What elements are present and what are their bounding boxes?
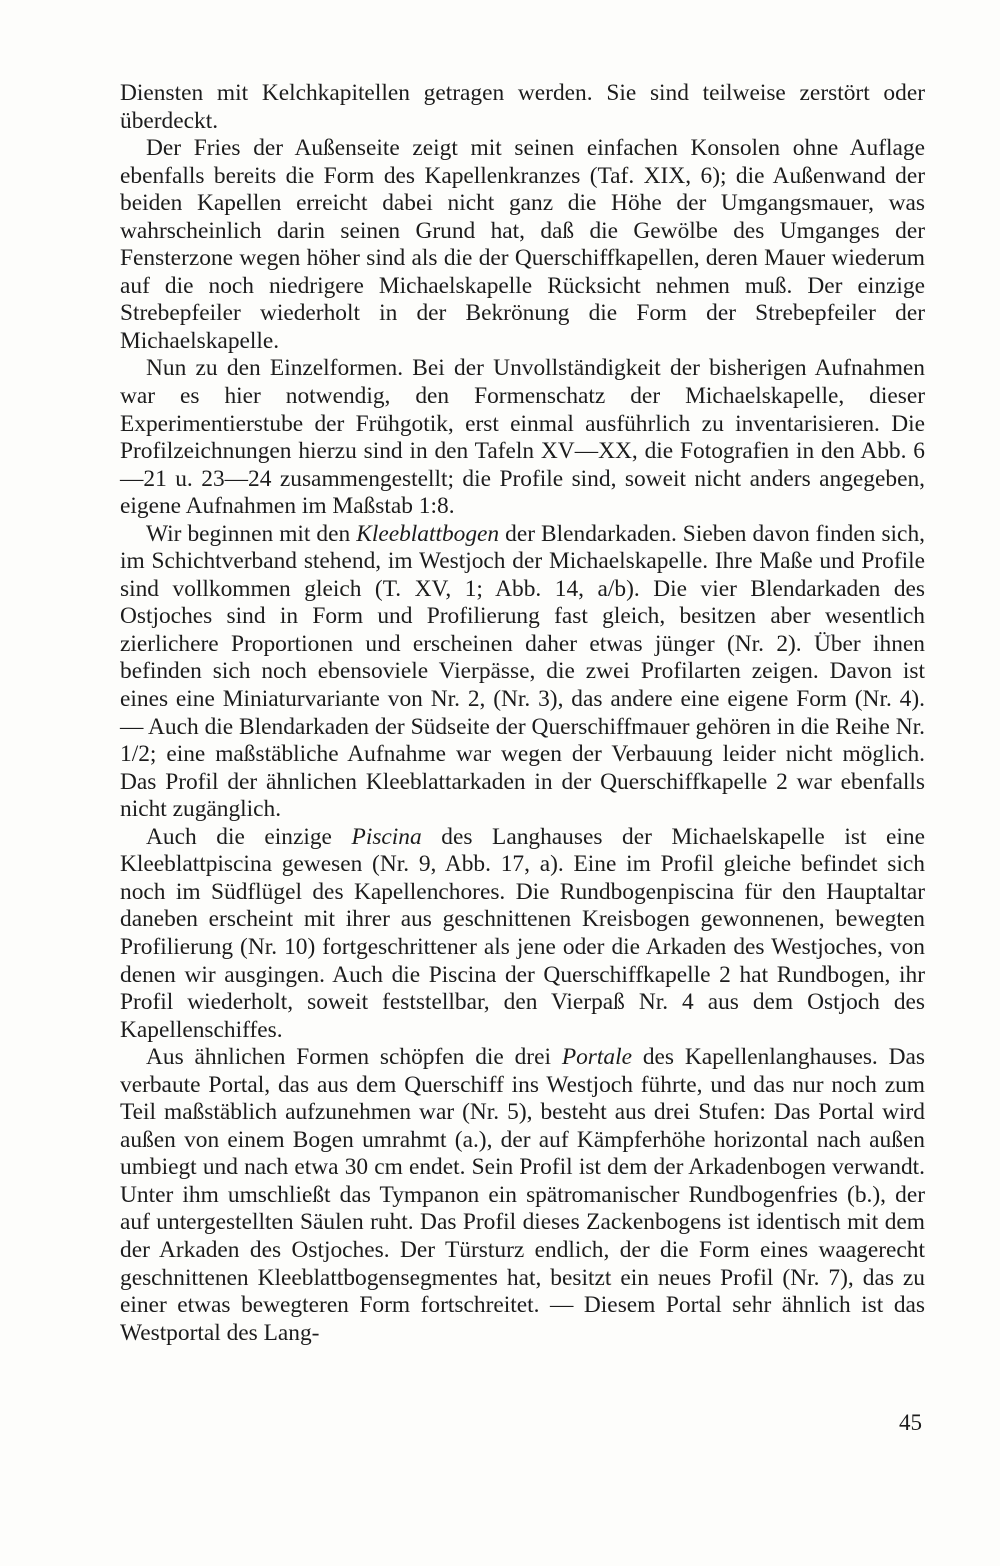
paragraph-6-text-a: Aus ähnlichen Formen schöpfen die drei bbox=[146, 1044, 562, 1071]
paragraph-6 bbox=[120, 1044, 925, 1347]
paragraph-5-text-b: des Langhauses der Michaelskapelle ist eine Kleeblattpiscina gewesen (Nr. 9, Abb. 17, a). Eine im Profil gleiche befindet sich noch im Südflügel des Kapellenchores. Die Rundbogenpiscina für den Hauptaltar daneben erscheint mit ihrer aus geschnittenen Kreisbogen gewonnenen, bewegten Profilierung (Nr. 10) fortgeschrittener als jene oder die Arkaden des Westjoches, von denen wir ausgingen. Auch die Piscina der Querschiffkapelle 2 hat Rundbogen, ihr Profil wiederholt, soweit feststellbar, den Vierpaß Nr. 4 aus dem Ostjoch des Kapellenschiffes. bbox=[120, 823, 925, 1043]
paragraph-4-term-kleeblattbogen: Kleeblattbogen bbox=[356, 520, 500, 547]
page-number: 45 bbox=[899, 1410, 922, 1435]
paragraph-3-text: Nun zu den Einzelformen. Bei der Unvollständigkeit der bisherigen Aufnahmen war es hier notwendig, den Formenschatz der Michaelskapelle, dieser Experimentierstube der Frühgotik, erst einmal ausführlich zu inventarisieren. Die Profilzeichnungen hierzu sind in den Tafeln XV—XX, die Fotografien in den Abb. 6—21 u. 23—24 zusammengestellt; die Profile sind, soweit nicht anders angegeben, eigene Aufnahmen im Maßstab 1:8. bbox=[120, 355, 925, 520]
paragraph-3 bbox=[120, 355, 925, 520]
paragraph-5-term-piscina: Piscina bbox=[351, 823, 422, 850]
paragraph-6-term-portale: Portale bbox=[561, 1044, 632, 1071]
paragraph-1-text: Diensten mit Kelchkapitellen getragen werden. Sie sind teilweise zerstört oder überdeckt. bbox=[120, 80, 925, 134]
paragraph-4-text-b: der Blendarkaden. Sieben davon finden sich, im Schichtverband stehend, im Westjoch der Michaelskapelle. Ihre Maße und Profile sind vollkommen gleich (T. XV, 1; Abb. 14, a/b). Die vier Blendarkaden des Ostjoches sind in Form und Profilierung fast gleich, besitzen aber wesentlich zierlichere Proportionen und erscheinen daher etwas jünger (Nr. 2). Über ihnen befinden sich noch ebensoviele Vierpässe, die zwei Profilarten zeigen. Davon ist eines eine Miniaturvariante von Nr. 2, (Nr. 3), das andere eine eigene Form (Nr. 4). — Auch die Blendarkaden der Südseite der Querschiffmauer gehören in die Reihe Nr. 1/2; eine maßstäbliche Aufnahme war wegen der Verbauung leider nicht möglich. Das Profil der ähnlichen Kleeblattarkaden in der Querschiffkapelle 2 war ebenfalls nicht zugänglich. bbox=[120, 520, 925, 823]
paragraph-4-text-a: Wir beginnen mit den bbox=[146, 520, 357, 547]
paragraph-6-text-b: des Kapellenlanghauses. Das verbaute Portal, das aus dem Querschiff ins Westjoch führte, und das nur noch zum Teil maßstäblich aufzunehmen war (Nr. 5), besteht aus drei Stufen: Das Portal wird außen von einem Bogen umrahmt (a.), der auf Kämpferhöhe horizontal nach außen umbiegt und nach etwa 30 cm endet. Sein Profil ist dem der Arkadenbogen verwandt. Unter ihm umschließt das Tympanon ein spätromanischer Rundbogenfries (b.), der auf untergestellten Säulen ruht. Das Profil dieses Zackenbogens ist identisch mit dem der Arkaden des Ostjoches. Der Türsturz endlich, der die Form eines waagerecht geschnittenen Kleeblattbogensegmentes hat, besitzt ein neues Profil (Nr. 7), das zu einer etwas bewegteren Form fortschreitet. — Diesem Portal sehr ähnlich ist das Westportal des Lang- bbox=[120, 1044, 925, 1346]
paragraph-5-text-a: Auch die einzige bbox=[146, 823, 352, 850]
paragraph-2 bbox=[120, 135, 925, 355]
paragraph-4 bbox=[120, 521, 925, 824]
paragraph-5 bbox=[120, 824, 925, 1044]
paragraph-2-text: Der Fries der Außenseite zeigt mit seinen einfachen Konsolen ohne Auflage ebenfalls bereits die Form des Kapellenkranzes (Taf. XIX, 6); die Außenwand der beiden Kapellen erreicht dabei nicht ganz die Höhe der Umgangsmauer, was wahrscheinlich darin seinen Grund hat, daß die Gewölbe des Umganges der Fensterzone wegen höher sind als die der Querschiffkapellen, deren Mauer wiederum auf die noch niedrigere Michaelskapelle Rücksicht nehmen muß. Der einzige Strebepfeiler wiederholt in der Bekrönung die Form der Strebepfeiler der Michaelskapelle. bbox=[120, 135, 925, 354]
paragraph-1 bbox=[120, 80, 925, 135]
body-text bbox=[120, 80, 925, 1347]
